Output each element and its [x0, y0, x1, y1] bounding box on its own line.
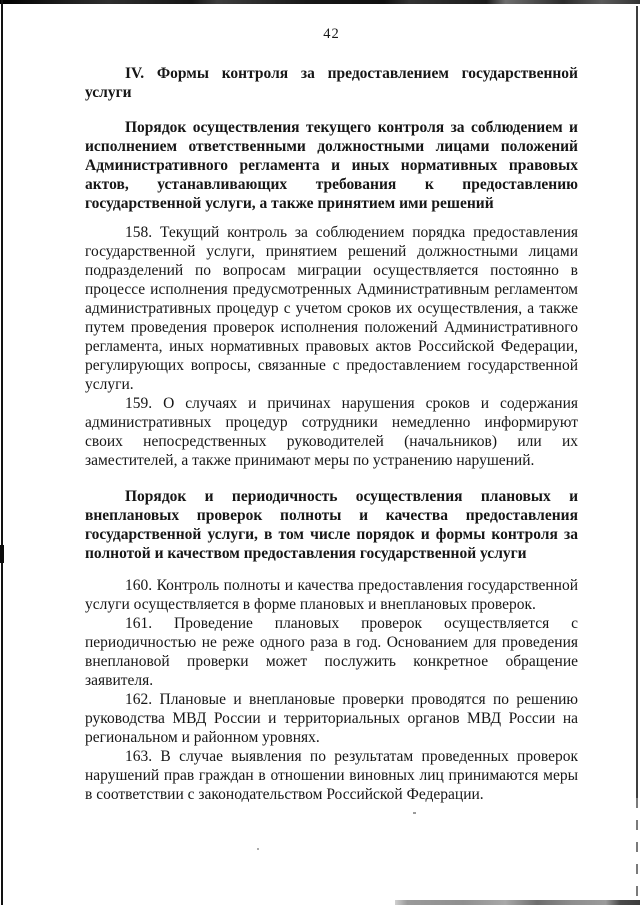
paragraph-160: 160. Контроль полноты и качества предоставления государственной услуги осуществляется в форме плановых и внеплановых проверок. [85, 577, 578, 613]
subsection-heading-current-control: Порядок осуществления текущего контроля за соблюдением и исполнением ответственными должностными лицами положений Административного регламента и иных нормативных правовых актов, устанавливающих требования к предоставлению государственной услуги, а также принятием ими решений [85, 119, 578, 212]
subsection-heading-planned-checks: Порядок и периодичность осуществления плановых и внеплановых проверок полноты и качества предоставления государственной услуги, в том числе порядок и формы контроля за полнотой и качеством предоставления государственной услуги [85, 488, 578, 562]
scan-border-right [636, 6, 638, 798]
scan-speck [257, 848, 259, 850]
paragraph-162: 162. Плановые и внеплановые проверки проводятся по решению руководства МВД России и территориальных органов МВД России на региональном и районном уровнях. [85, 691, 578, 746]
scan-speck [413, 812, 416, 814]
paragraph-163: 163. В случае выявления по результатам проведенных проверок нарушений прав граждан в отношении виновных лиц принимаются меры в соответствии с законодательством Российской Федерации. [85, 748, 578, 803]
scan-border-right-faint [636, 798, 638, 905]
page-number: 42 [323, 26, 340, 42]
scan-artifact-left-blob [0, 545, 4, 563]
paragraph-161: 161. Проведение плановых проверок осуществляется с периодичностью не реже одного раза в год. Основанием для проведения внеплановой проверки может послужить конкретное обращение заявителя. [85, 615, 578, 689]
scan-border-left [1, 0, 3, 905]
scan-border-bottom [395, 900, 640, 905]
paragraph-159: 159. О случаях и причинах нарушения сроков и содержания административных процедур сотрудники немедленно информируют своих непосредственных руководителей (начальников) или их заместителей, а также принимают меры по устранению нарушений. [85, 395, 578, 469]
section-heading: IV. Формы контроля за предоставлением государственной услуги [85, 65, 578, 101]
scan-border-top [0, 0, 640, 4]
paragraph-158: 158. Текущий контроль за соблюдением порядка предоставления государственной услуги, принятием решений должностными лицами подразделений по вопросам миграции осуществляется постоянно в процессе исполнения предусмотренных Административным регламентом административных процедур с учетом сроков их осуществления, а также путем проведения проверок исполнения положений Административного регламента, иных нормативных правовых актов Российской Федерации, регулирующих вопросы, связанные с предоставлением государственной услуги. [85, 224, 578, 393]
page-content [85, 26, 578, 804]
